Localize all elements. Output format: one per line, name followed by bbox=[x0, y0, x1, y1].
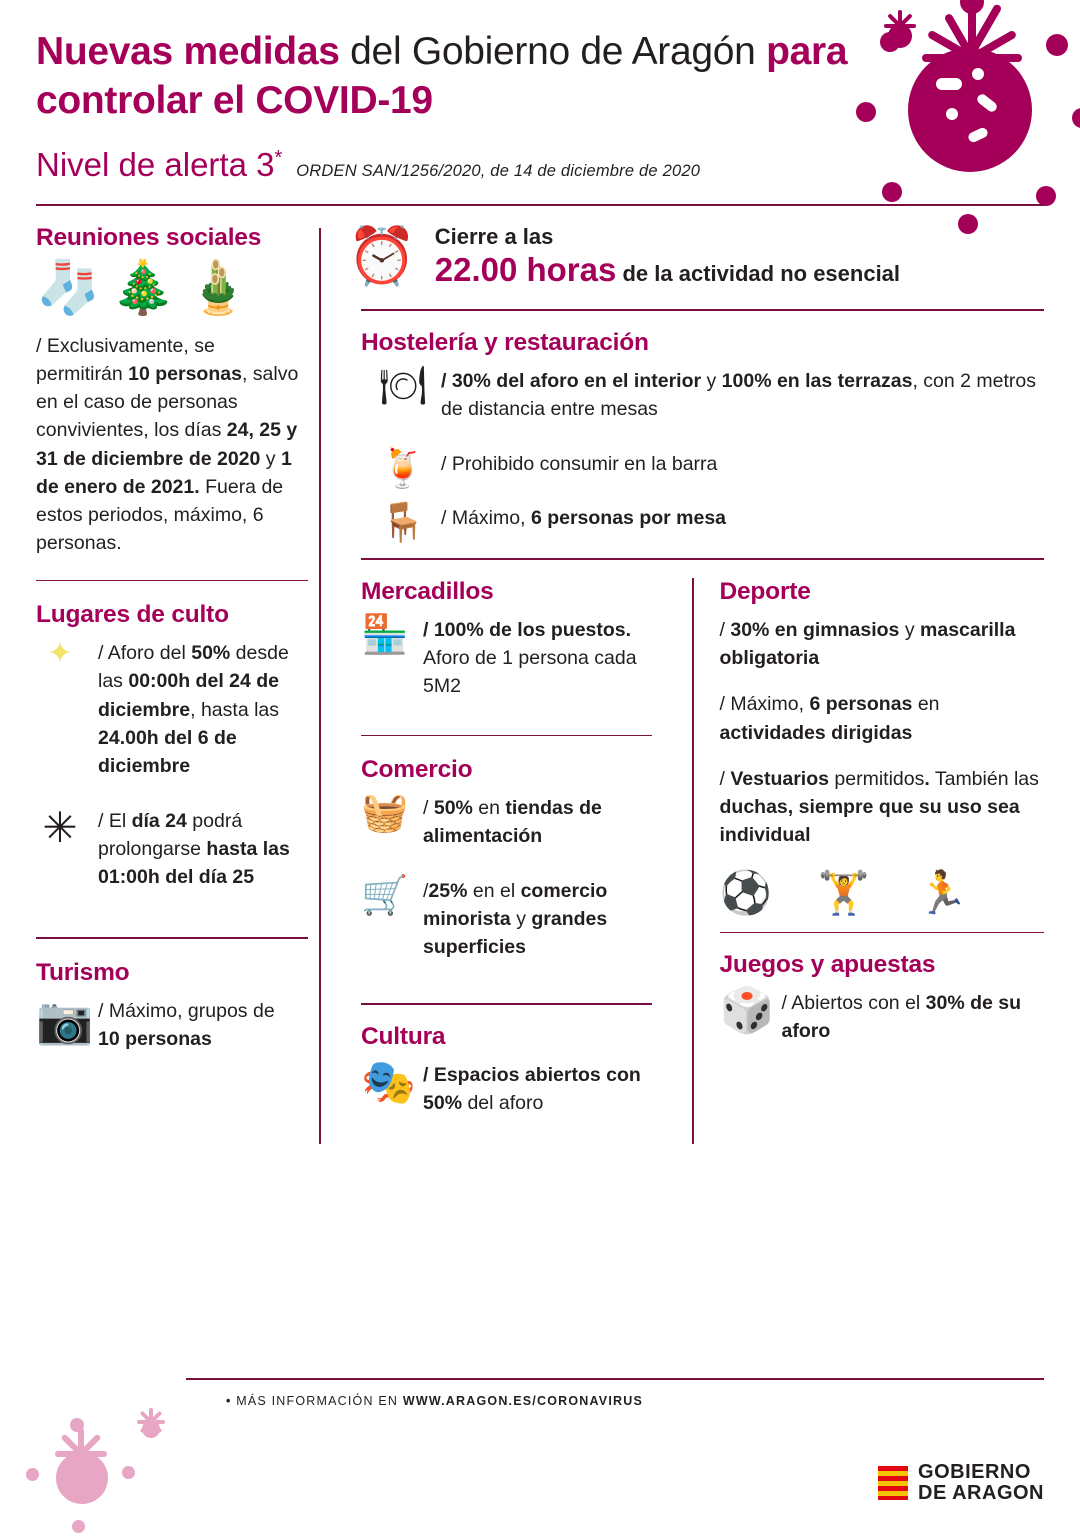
virus-illustration-footer-small bbox=[128, 1406, 174, 1452]
social-text: / Exclusivamente, se permitirán 10 personas, salvo en el caso de personas convivientes, los días 24, 25 y 31 de diciembre de 2020 y 1 de enero de 2021. Fuera de estos periodos, máximo, 6 personas. bbox=[36, 334, 299, 555]
mercadillos-text: / 100% de los puestos. Aforo de 1 persona cada 5M2 bbox=[423, 618, 637, 698]
sub-column-center bbox=[347, 578, 692, 1144]
section-title-turismo: Turismo bbox=[36, 958, 130, 986]
more-info-line bbox=[226, 1394, 1044, 1408]
deporte-text-3: / Vestuarios permitidos. También las duchas, siempre que su uso sea individual bbox=[719, 767, 1039, 847]
juegos-text: / Abiertos con el 30% de su aforo bbox=[781, 992, 1022, 1043]
market-stall-icon: 🏪 bbox=[361, 613, 409, 656]
right-column bbox=[321, 224, 1044, 1144]
order-reference: ORDEN SAN/1256/2020, de 14 de diciembre de 2020 bbox=[296, 161, 701, 180]
divider-right-2 bbox=[361, 558, 1044, 560]
camera-icon: 📷 bbox=[36, 993, 94, 1046]
header bbox=[36, 0, 1044, 206]
shopping-cart-icon: 🛒 bbox=[361, 874, 409, 917]
bullet-icon: • bbox=[226, 1393, 232, 1408]
christmas-stocking-icon: 🧦 bbox=[36, 258, 101, 317]
closing-hour-tail: de la actividad no esencial bbox=[616, 260, 901, 286]
comercio-text-2: /25% en el comercio minorista y grandes superficies bbox=[423, 879, 608, 959]
sub-column-right bbox=[694, 578, 1045, 1144]
closing-hour bbox=[435, 250, 900, 290]
alert-row bbox=[36, 146, 1044, 184]
turismo-item bbox=[36, 993, 301, 1066]
star-icon: ✳ bbox=[42, 803, 78, 851]
gov-line-1: GOBIERNO bbox=[918, 1461, 1031, 1483]
serving-dish-icon: 🍽 bbox=[379, 365, 428, 408]
dice-icon: 🎲 bbox=[719, 986, 775, 1036]
christmas-bauble-icon: 🎍 bbox=[185, 258, 251, 317]
social-icons bbox=[36, 258, 301, 317]
alert-level-asterisk: * bbox=[274, 146, 283, 169]
government-logo bbox=[878, 1462, 1044, 1504]
title-part-3: para controlar el COVID-19 bbox=[36, 30, 848, 122]
closing-hour-block bbox=[347, 224, 1044, 290]
deporte-icons bbox=[719, 868, 1045, 916]
more-info-label: MÁS INFORMACIÓN EN bbox=[236, 1393, 403, 1408]
alert-level bbox=[36, 146, 282, 184]
mercadillos-item bbox=[361, 613, 672, 713]
hosteleria-item-3 bbox=[379, 501, 1044, 544]
government-logo-text bbox=[918, 1462, 1044, 1504]
footer bbox=[36, 1378, 1044, 1528]
turismo-text: / Máximo, grupos de 10 personas bbox=[98, 999, 275, 1051]
section-title-juegos: Juegos y apuestas bbox=[719, 951, 936, 979]
hosteleria-text-2: / Prohibido consumir en la barra bbox=[441, 452, 718, 475]
worship-text-1: / Aforo del 50% desde las 00:00h del 24 de diciembre, hasta las 24.00h del 6 de diciembre bbox=[98, 642, 289, 778]
section-title-comercio: Comercio bbox=[361, 756, 473, 784]
main-content bbox=[36, 224, 1044, 1144]
comercio-item-1 bbox=[361, 794, 672, 863]
divider-left-1 bbox=[36, 580, 308, 582]
worship-item-1 bbox=[36, 639, 301, 792]
comercio-text-1: / 50% en tiendas de alimentación bbox=[423, 797, 602, 848]
deporte-text-2: / Máximo, 6 personas en actividades dirigidas bbox=[719, 693, 940, 744]
comercio-item-2 bbox=[361, 874, 672, 974]
page-title bbox=[36, 28, 866, 126]
hosteleria-item-2 bbox=[379, 447, 1044, 490]
divider-left-2 bbox=[36, 937, 308, 939]
divider-center-2 bbox=[361, 1003, 652, 1005]
closing-label: Cierre a las bbox=[434, 223, 554, 249]
deporte-text-1: / 30% en gimnasios y mascarilla obligatoria bbox=[719, 618, 1016, 669]
virus-illustration-footer-left bbox=[22, 1418, 142, 1538]
juegos-item bbox=[719, 986, 1045, 1058]
section-title-worship: Lugares de culto bbox=[36, 601, 229, 629]
divider-right-1 bbox=[361, 309, 1044, 311]
worship-text-2: / El día 24 podrá prolongarse hasta las 01:00h del día 25 bbox=[98, 809, 290, 889]
soccer-ball-icon: ⚽ bbox=[719, 868, 772, 916]
running-icon: 🏃 bbox=[916, 868, 969, 916]
weightlifting-icon: 🏋 bbox=[817, 868, 871, 916]
cultura-item bbox=[361, 1058, 672, 1130]
sub-columns bbox=[347, 578, 1044, 1144]
title-part-2: del Gobierno de Aragón bbox=[339, 30, 767, 73]
hosteleria-item-1 bbox=[379, 367, 1044, 436]
closing-hour-value: 22.00 horas bbox=[434, 250, 617, 288]
section-title-mercadillos: Mercadillos bbox=[361, 577, 494, 605]
title-part-1: Nuevas medidas bbox=[36, 30, 340, 73]
more-info-url[interactable]: WWW.ARAGON.ES/CORONAVIRUS bbox=[402, 1393, 644, 1408]
hosteleria-text-1: / 30% del aforo en el interior y 100% en las terrazas, con 2 metros de distancia entre mesas bbox=[441, 370, 1037, 421]
theatre-masks-icon: 🎭 bbox=[361, 1058, 416, 1108]
alarm-clock-icon: ⏰ bbox=[347, 224, 417, 288]
table-chairs-icon: 🪑 bbox=[379, 501, 427, 544]
light-ray-icon: ✦ bbox=[47, 637, 73, 671]
cultura-text: / Espacios abiertos con 50% del aforo bbox=[423, 1064, 641, 1115]
cocktail-icon: 🍹 bbox=[379, 447, 427, 490]
section-title-hosteleria: Hostelería y restauración bbox=[361, 329, 649, 357]
header-divider bbox=[36, 204, 1044, 206]
hosteleria-text-3: / Máximo, 6 personas por mesa bbox=[441, 506, 727, 529]
divider-center-1 bbox=[361, 735, 652, 737]
worship-item-2 bbox=[36, 803, 301, 904]
footer-divider bbox=[186, 1378, 1044, 1380]
shopping-basket-icon: 🧺 bbox=[361, 792, 409, 835]
section-title-deporte: Deporte bbox=[719, 577, 811, 605]
left-column bbox=[36, 224, 319, 1144]
alert-level-text: Nivel de alerta 3 bbox=[36, 145, 275, 183]
gov-line-2: DE ARAGON bbox=[918, 1482, 1044, 1504]
section-title-cultura: Cultura bbox=[361, 1023, 446, 1051]
aragon-flag-icon bbox=[878, 1466, 908, 1500]
divider-right-3 bbox=[720, 932, 1045, 934]
christmas-tree-icon: 🎄 bbox=[110, 258, 176, 317]
section-title-social: Reuniones sociales bbox=[36, 223, 262, 251]
